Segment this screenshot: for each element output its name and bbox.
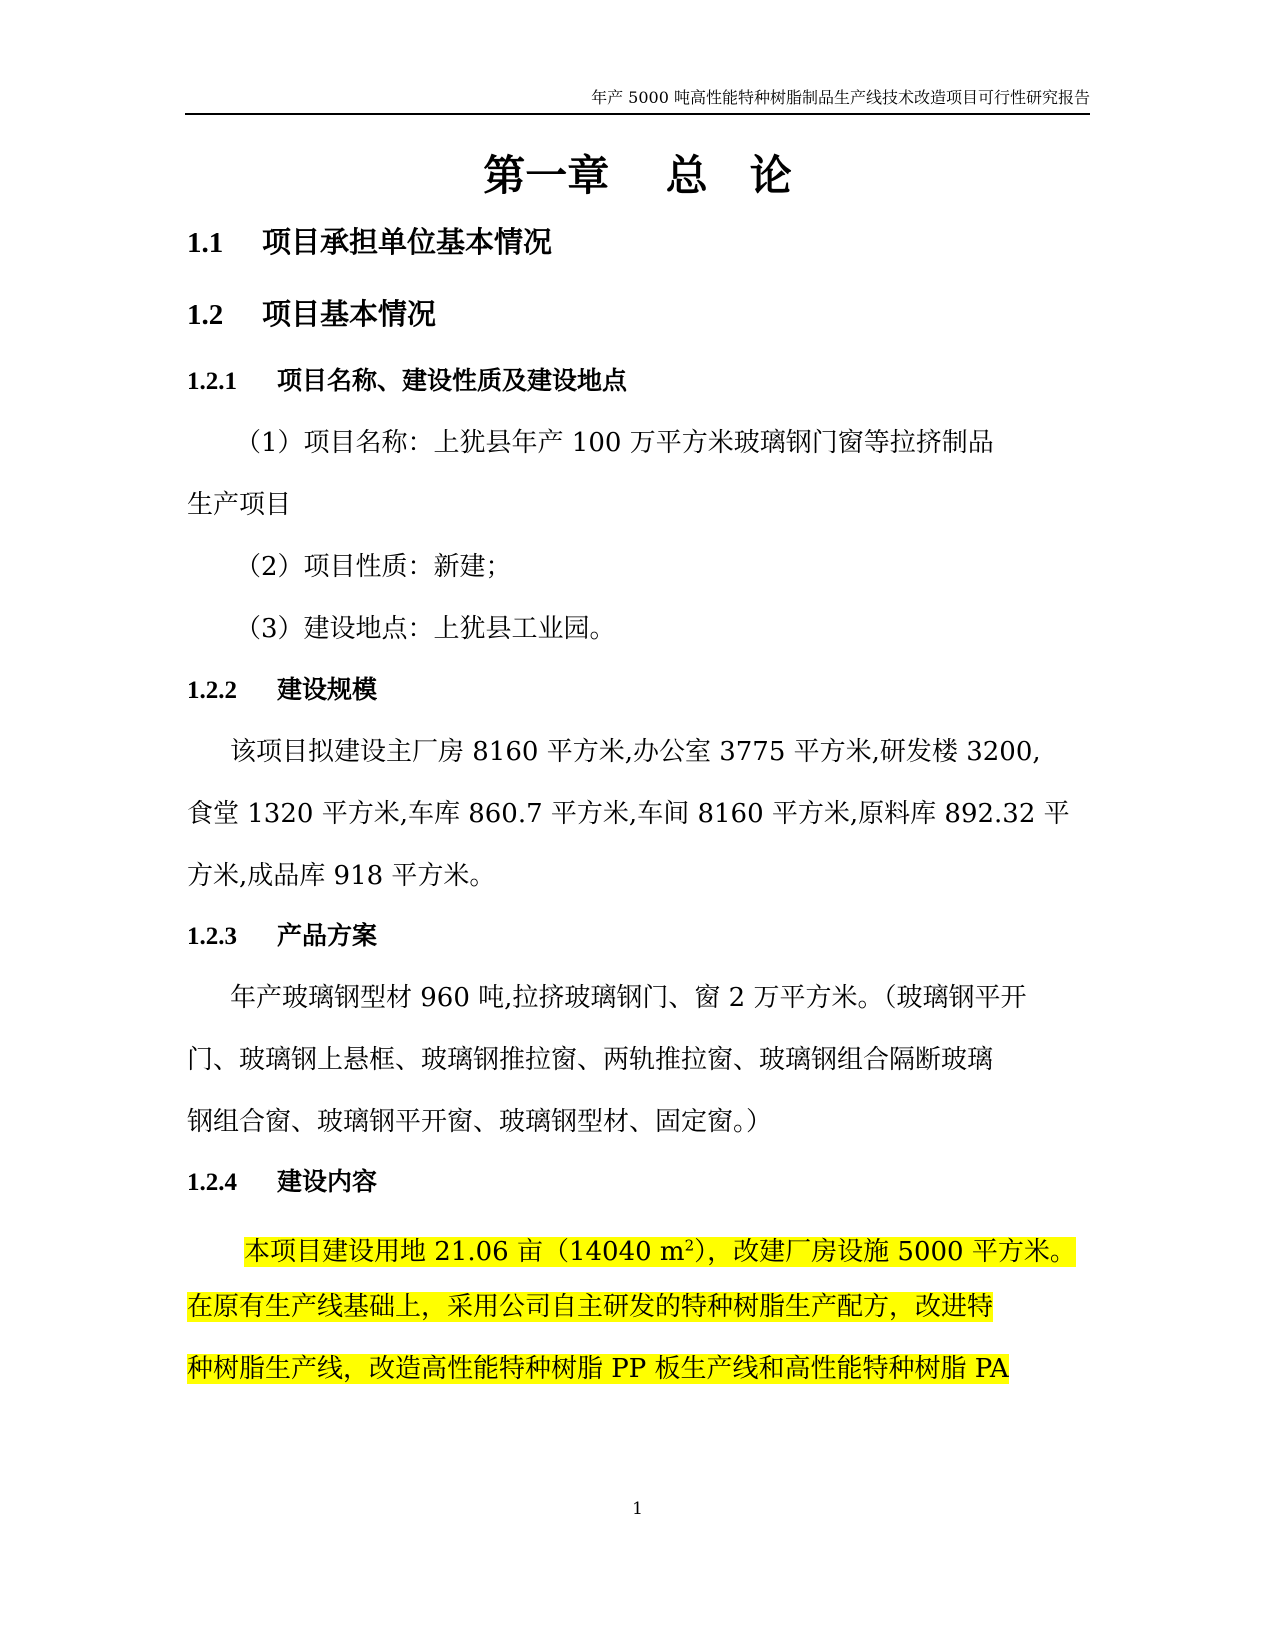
chapter-title: 第一章 总 论	[483, 151, 792, 200]
highlight-text: 在原有生产线基础上，采用公司自主研发的特种树脂生产配方，改进特	[187, 1292, 994, 1322]
section-heading-1-2-3	[187, 918, 377, 955]
section-title: 项目基本情况	[262, 297, 437, 331]
section-title: 产品方案	[277, 921, 378, 950]
highlighted-paragraph-line	[187, 1349, 1087, 1389]
section-number: 1.2.1	[187, 368, 237, 395]
section-heading-1-2-4	[187, 1164, 377, 1201]
section-heading-1-2-2	[187, 672, 377, 709]
section-title: 项目承担单位基本情况	[262, 225, 553, 259]
section-number: 1.1	[187, 227, 224, 259]
paragraph-line: 生产项目	[187, 490, 292, 520]
section-title: 项目名称、建设性质及建设地点	[277, 366, 628, 395]
header-rule	[185, 113, 1090, 115]
highlight-superscript	[685, 1237, 695, 1267]
highlight-text: 本项目建设用地 21.06 亩（14040 m	[244, 1236, 685, 1267]
section-number: 1.2.2	[187, 677, 237, 704]
highlight-text: ），改建厂房设施 5000 平方米。	[694, 1236, 1076, 1267]
section-heading-1-2-1	[187, 363, 627, 400]
paragraph-line: 食堂 1320 平方米,车库 860.7 平方米,车间 8160 平方米,原料库 892.32 平	[187, 799, 1070, 829]
paragraph-line: （1）项目名称：上犹县年产 100 万平方米玻璃钢门窗等拉挤制品	[235, 428, 994, 458]
section-title: 建设规模	[277, 675, 378, 704]
superscript: 2	[684, 1236, 695, 1254]
page-number: 1	[632, 1499, 643, 1519]
section-heading-1-1	[187, 222, 552, 263]
paragraph-line: 方米,成品库 918 平方米。	[187, 861, 496, 891]
section-title: 建设内容	[277, 1167, 378, 1196]
running-header: 年产 5000 吨高性能特种树脂制品生产线技术改造项目可行性研究报告	[591, 88, 1090, 107]
paragraph-line: 钢组合窗、玻璃钢平开窗、玻璃钢型材、固定窗。）	[187, 1107, 773, 1137]
section-number: 1.2.3	[187, 923, 237, 950]
section-heading-1-2	[187, 294, 436, 335]
section-number: 1.2	[187, 299, 224, 331]
paragraph-line: （2）项目性质：新建；	[235, 552, 512, 582]
paragraph-line: 门、玻璃钢上悬框、玻璃钢推拉窗、两轨推拉窗、玻璃钢组合隔断玻璃	[187, 1045, 994, 1075]
paragraph-line: （3）建设地点：上犹县工业园。	[235, 614, 616, 644]
section-number: 1.2.4	[187, 1169, 237, 1196]
paragraph-line: 该项目拟建设主厂房 8160 平方米,办公室 3775 平方米,研发楼 3200,	[230, 737, 1041, 767]
paragraph-line: 年产玻璃钢型材 960 吨,拉挤玻璃钢门、窗 2 万平方米。（玻璃钢平开	[230, 983, 1027, 1013]
highlighted-paragraph-line	[187, 1287, 1087, 1327]
highlighted-paragraph-line	[244, 1225, 1084, 1272]
highlight-text: 种树脂生产线，改造高性能特种树脂 PP 板生产线和高性能特种树脂 PA	[187, 1354, 1009, 1384]
